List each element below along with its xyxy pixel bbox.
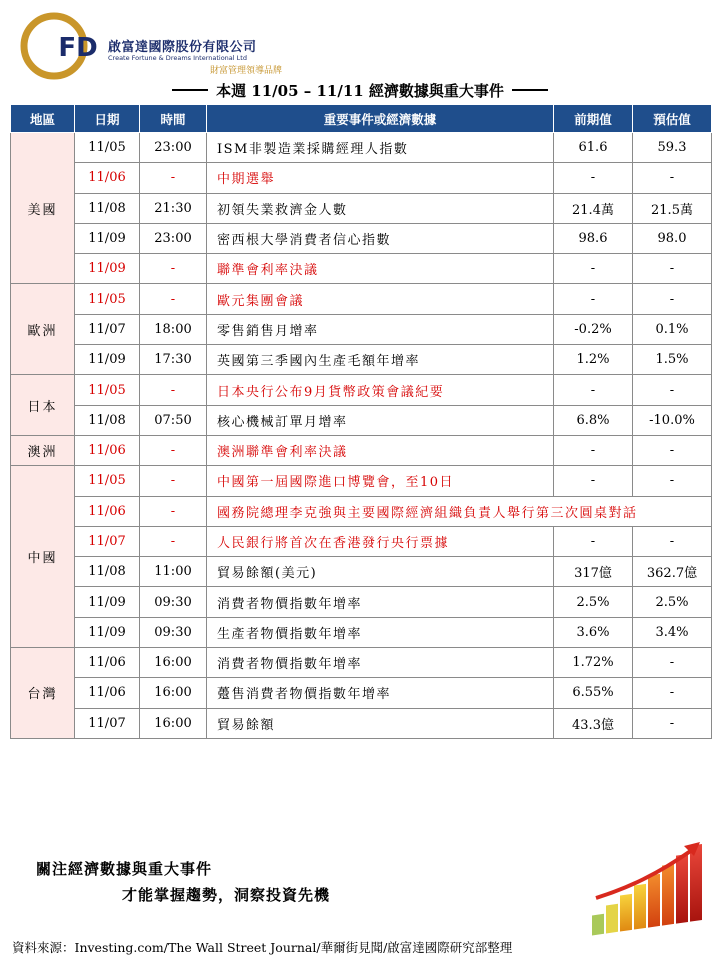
date-cell: 11/05 [75,284,140,314]
region-cell: 美國 [11,133,75,284]
footer-slogan-line2: 才能掌握趨勢，洞察投資先機 [122,886,331,904]
date-cell: 11/07 [75,314,140,344]
time-cell: - [140,163,207,193]
forecast-value-cell: - [633,435,712,465]
previous-value-cell: - [554,375,633,405]
header-region: 地區 [11,105,75,133]
date-cell: 11/05 [75,375,140,405]
event-cell: 聯準會利率決議 [207,254,554,284]
forecast-value-cell: -10.0% [633,405,712,435]
event-cell: 人民銀行將首次在香港發行央行票據 [207,526,554,556]
footer-slogan-line1: 關注經濟數據與重大事件 [36,860,213,878]
event-cell: 澳洲聯準會利率決議 [207,435,554,465]
table-row [11,526,712,556]
forecast-value-cell: 59.3 [633,133,712,163]
date-cell: 11/09 [75,223,140,253]
time-cell: - [140,284,207,314]
event-cell: 英國第三季國內生產毛額年增率 [207,345,554,375]
time-cell: 09:30 [140,587,207,617]
table-row [11,314,712,344]
page-title: 本週 11/05 – 11/11 經濟數據與重大事件 [216,81,504,100]
forecast-value-cell: - [633,526,712,556]
event-cell: 初領失業救濟金人數 [207,193,554,223]
table-row [11,496,712,526]
previous-value-cell: 6.8% [554,405,633,435]
events-table [10,104,712,739]
previous-value-cell: 98.6 [554,223,633,253]
events-table-body [11,133,712,739]
header-event: 重要事件或經濟數據 [207,105,554,133]
header-date: 日期 [75,105,140,133]
table-row [11,648,712,678]
event-cell: 國務院總理李克強與主要國際經濟組織負責人舉行第三次圓桌對話 [207,496,712,526]
title-rule-right [512,89,548,91]
previous-value-cell: 61.6 [554,133,633,163]
date-cell: 11/07 [75,708,140,738]
event-cell: 核心機械訂單月增率 [207,405,554,435]
previous-value-cell: 317億 [554,557,633,587]
date-cell: 11/06 [75,678,140,708]
header-time: 時間 [140,105,207,133]
table-row [11,345,712,375]
previous-value-cell: 6.55% [554,678,633,708]
previous-value-cell: 2.5% [554,587,633,617]
date-cell: 11/06 [75,648,140,678]
event-cell: 消費者物價指數年增率 [207,587,554,617]
forecast-value-cell: - [633,254,712,284]
table-row [11,223,712,253]
growth-chart-icon [588,836,716,936]
event-cell: 歐元集團會議 [207,284,554,314]
event-cell: 生產者物價指數年增率 [207,617,554,647]
previous-value-cell: - [554,435,633,465]
event-cell: ISM非製造業採購經理人指數 [207,133,554,163]
time-cell: 18:00 [140,314,207,344]
forecast-value-cell: 98.0 [633,223,712,253]
time-cell: - [140,526,207,556]
date-cell: 11/09 [75,345,140,375]
time-cell: 16:00 [140,678,207,708]
date-cell: 11/05 [75,133,140,163]
event-cell: 中國第一屆國際進口博覽會，至10日 [207,466,554,496]
date-cell: 11/06 [75,163,140,193]
date-cell: 11/06 [75,496,140,526]
fd-logo-icon [20,12,98,80]
date-cell: 11/09 [75,254,140,284]
previous-value-cell: 1.2% [554,345,633,375]
table-row [11,587,712,617]
table-row [11,617,712,647]
time-cell: 23:00 [140,133,207,163]
region-cell: 日本 [11,375,75,436]
forecast-value-cell: 0.1% [633,314,712,344]
event-cell: 密西根大學消費者信心指數 [207,223,554,253]
previous-value-cell: 21.4萬 [554,193,633,223]
date-cell: 11/09 [75,587,140,617]
date-cell: 11/08 [75,405,140,435]
forecast-value-cell: - [633,708,712,738]
time-cell: - [140,466,207,496]
forecast-value-cell: - [633,648,712,678]
event-cell: 日本央行公布9月貨幣政策會議紀要 [207,375,554,405]
event-cell: 中期選舉 [207,163,554,193]
time-cell: - [140,254,207,284]
forecast-value-cell: - [633,678,712,708]
time-cell: - [140,435,207,465]
date-cell: 11/05 [75,466,140,496]
header-forecast: 預估值 [633,105,712,133]
table-row [11,405,712,435]
time-cell: 16:00 [140,708,207,738]
table-header-row [11,105,712,133]
forecast-value-cell: 3.4% [633,617,712,647]
region-cell: 澳洲 [11,435,75,465]
previous-value-cell: - [554,163,633,193]
table-row [11,557,712,587]
header-previous: 前期值 [554,105,633,133]
previous-value-cell: 43.3億 [554,708,633,738]
time-cell: - [140,496,207,526]
time-cell: 07:50 [140,405,207,435]
region-cell: 台灣 [11,648,75,739]
title-bar [0,79,720,101]
forecast-value-cell: - [633,375,712,405]
date-cell: 11/08 [75,557,140,587]
forecast-value-cell: 1.5% [633,345,712,375]
table-row [11,284,712,314]
table-row [11,678,712,708]
region-cell: 歐洲 [11,284,75,375]
event-cell: 躉售消費者物價指數年增率 [207,678,554,708]
table-row [11,133,712,163]
table-row [11,193,712,223]
table-row [11,375,712,405]
time-cell: 11:00 [140,557,207,587]
event-cell: 貿易餘額(美元) [207,557,554,587]
table-row [11,466,712,496]
previous-value-cell: - [554,466,633,496]
svg-text:FD: FD [58,33,98,63]
forecast-value-cell: - [633,284,712,314]
previous-value-cell: - [554,254,633,284]
previous-value-cell: - [554,526,633,556]
forecast-value-cell: - [633,466,712,496]
time-cell: 23:00 [140,223,207,253]
forecast-value-cell: - [633,163,712,193]
time-cell: 21:30 [140,193,207,223]
time-cell: 09:30 [140,617,207,647]
event-cell: 貿易餘額 [207,708,554,738]
date-cell: 11/06 [75,435,140,465]
time-cell: 16:00 [140,648,207,678]
time-cell: - [140,375,207,405]
company-name-en: Create Fortune & Dreams International Ltd [108,54,247,62]
title-rule-left [172,89,208,91]
table-row [11,708,712,738]
date-cell: 11/08 [75,193,140,223]
event-cell: 消費者物價指數年增率 [207,648,554,678]
data-source-note: 資料來源：Investing.com/The Wall Street Journal/華爾街見聞/啟富達國際研究部整理 [12,940,513,955]
event-cell: 零售銷售月增率 [207,314,554,344]
company-slogan: 財富管理領導品牌 [210,66,283,76]
company-logo [20,12,320,82]
previous-value-cell: -0.2% [554,314,633,344]
date-cell: 11/07 [75,526,140,556]
company-name: 啟富達國際股份有限公司 [108,40,257,55]
time-cell: 17:30 [140,345,207,375]
forecast-value-cell: 21.5萬 [633,193,712,223]
previous-value-cell: - [554,284,633,314]
table-row [11,254,712,284]
forecast-value-cell: 2.5% [633,587,712,617]
previous-value-cell: 3.6% [554,617,633,647]
forecast-value-cell: 362.7億 [633,557,712,587]
previous-value-cell: 1.72% [554,648,633,678]
table-row [11,435,712,465]
date-cell: 11/09 [75,617,140,647]
region-cell: 中國 [11,466,75,648]
table-row [11,163,712,193]
